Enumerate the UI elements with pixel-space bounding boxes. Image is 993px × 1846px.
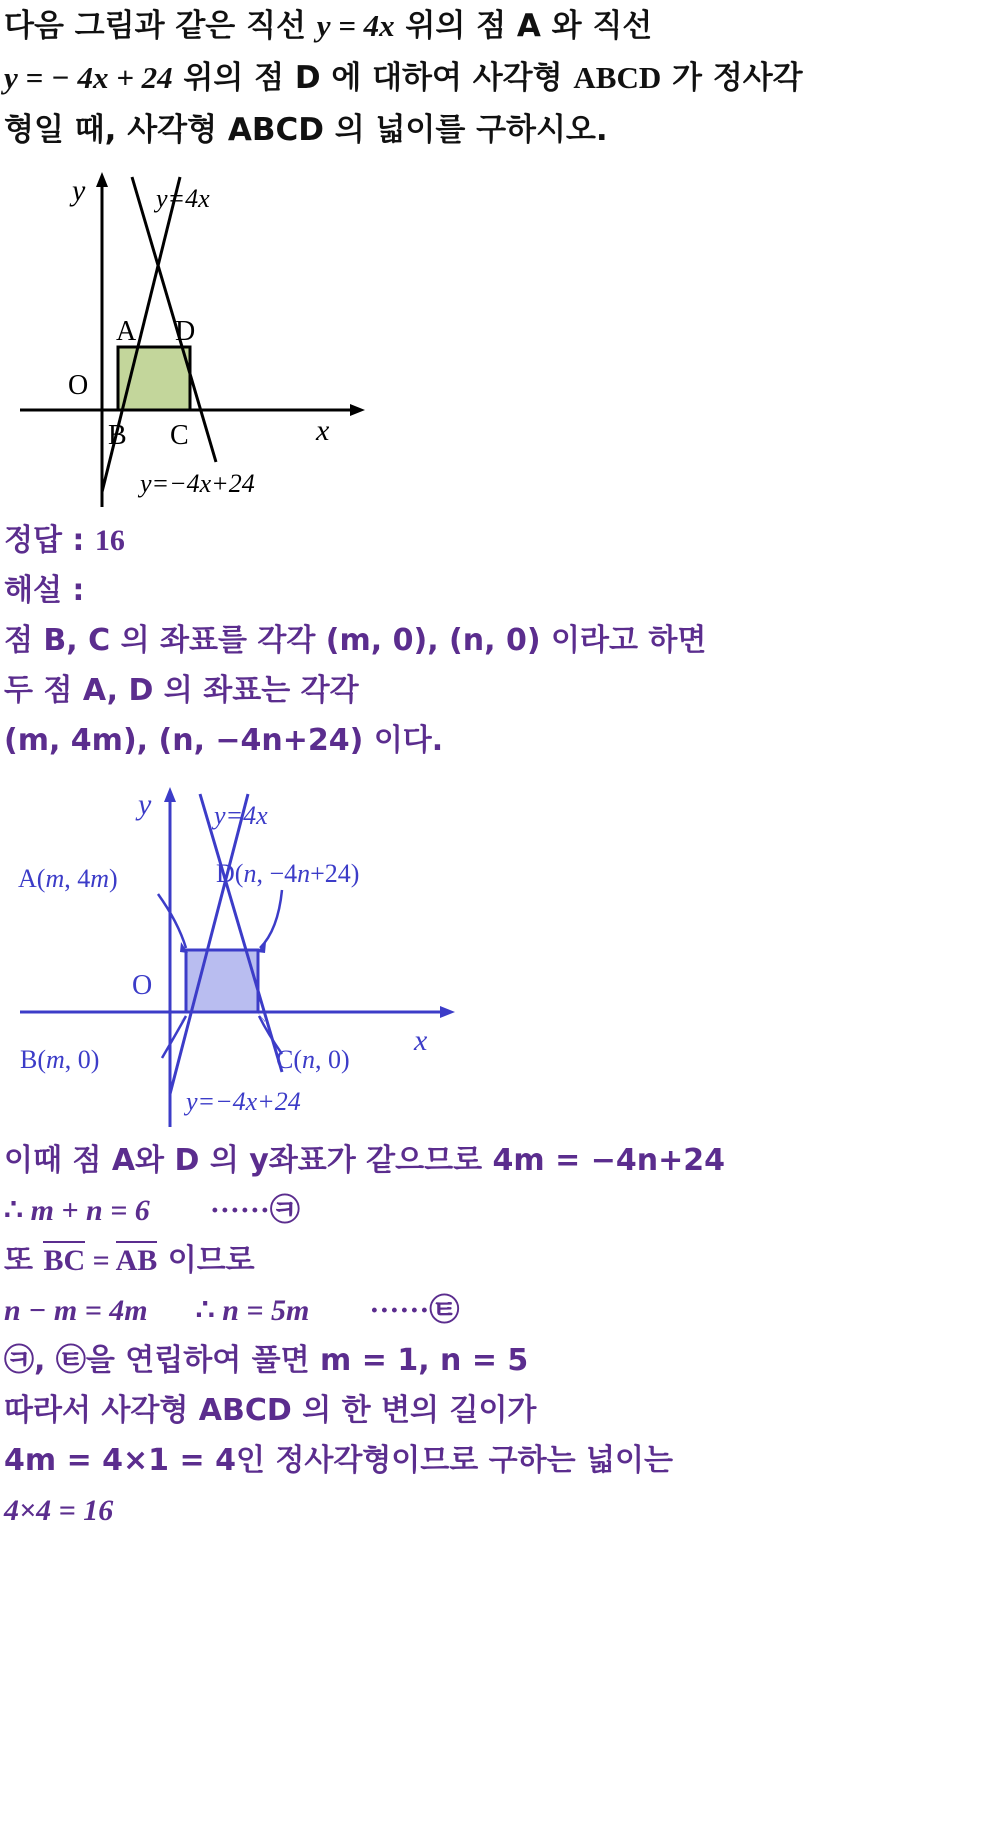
question-line-2-equation: y = − 4x + 24 bbox=[4, 60, 173, 95]
question-line-2-post: 가 정사각 bbox=[661, 60, 803, 96]
question-line-3: 형일 때, 사각형 ABCD 의 넓이를 구하시오. bbox=[4, 112, 608, 148]
step-3 bbox=[0, 1236, 993, 1286]
figure-2-label-c: C(n, 0) bbox=[276, 1045, 350, 1074]
step-3-ab: AB bbox=[116, 1241, 158, 1277]
x-axis-arrow bbox=[440, 1006, 455, 1018]
figure-2-label-b: B(m, 0) bbox=[20, 1045, 100, 1074]
step-1: 이때 점 A와 D 의 y좌표가 같으므로 4m = −4n+24 bbox=[4, 1143, 725, 1178]
step-4-dots: ······ bbox=[369, 1294, 430, 1327]
question-line-2-quad: ABCD bbox=[573, 60, 662, 95]
question-line-1-post: 위의 점 A 와 직선 bbox=[394, 8, 653, 44]
leader-d-arrow bbox=[257, 942, 266, 953]
explanation-heading: 해설 : bbox=[4, 573, 85, 608]
figure-1-origin-label: O bbox=[68, 370, 89, 401]
figure-2 bbox=[10, 772, 530, 1132]
question-line-1 bbox=[0, 0, 993, 52]
figure-2-svg bbox=[10, 772, 530, 1132]
figure-1-svg bbox=[20, 162, 440, 512]
question-line-2 bbox=[0, 52, 993, 104]
step-7: 4m = 4×1 = 4인 정사각형이므로 구하는 넓이는 bbox=[4, 1443, 673, 1478]
question-line-2-mid: 위의 점 D 에 대하여 사각형 bbox=[172, 60, 574, 96]
figure-2-line1-label: y=4x bbox=[214, 801, 268, 830]
figure-1-point-a: A bbox=[116, 316, 137, 347]
answer-line bbox=[0, 516, 993, 566]
figure-1 bbox=[20, 162, 440, 512]
question-line-1-equation: y = 4x bbox=[316, 8, 395, 43]
figure-1-line1-label: y=4x bbox=[156, 184, 210, 213]
step-4-tag: ㉫ bbox=[429, 1294, 460, 1327]
question-line-1-pre: 다음 그림과 같은 직선 bbox=[4, 8, 317, 44]
step-4-symbol: ∴ bbox=[195, 1294, 215, 1327]
answer-value: 16 bbox=[94, 524, 125, 557]
step-2-symbol: ∴ bbox=[4, 1194, 24, 1227]
answer-label: 정답 : bbox=[4, 523, 95, 558]
step-3-bc: BC bbox=[43, 1241, 85, 1277]
step-6: 따라서 사각형 ABCD 의 한 변의 길이가 bbox=[4, 1393, 537, 1428]
figure-1-point-b: B bbox=[108, 420, 127, 451]
figure-1-point-d: D bbox=[175, 316, 196, 347]
x-axis-arrow bbox=[350, 404, 365, 416]
figure-1-y-label: y bbox=[72, 174, 86, 207]
step-4-right: n = 5m bbox=[214, 1294, 310, 1327]
explanation-line-2: 두 점 A, D 의 좌표는 각각 bbox=[4, 673, 359, 708]
figure-1-line2-label: y=−4x+24 bbox=[140, 469, 255, 498]
step-3-post: 이므로 bbox=[157, 1243, 255, 1278]
figure-1-point-c: C bbox=[170, 420, 189, 451]
step-4 bbox=[0, 1286, 993, 1336]
figure-1-x-label: x bbox=[316, 414, 330, 447]
step-8: 4×4 = 16 bbox=[4, 1494, 114, 1527]
figure-2-x-label: x bbox=[414, 1024, 428, 1057]
figure-2-origin-label: O bbox=[132, 970, 153, 1001]
figure-2-label-d: D(n, −4n+24) bbox=[216, 859, 360, 888]
step-5: ㉪, ㉫을 연립하여 풀면 m = 1, n = 5 bbox=[4, 1343, 529, 1378]
step-3-eq: = bbox=[85, 1244, 116, 1277]
figure-2-y-label: y bbox=[138, 788, 152, 821]
y-axis-arrow bbox=[96, 172, 108, 187]
figure-2-label-a: A(m, 4m) bbox=[18, 864, 118, 893]
explanation-line-1: 점 B, C 의 좌표를 각각 (m, 0), (n, 0) 이라고 하면 bbox=[4, 623, 707, 658]
leader-d bbox=[260, 890, 282, 948]
step-2-tag: ㉪ bbox=[269, 1194, 300, 1227]
step-4-left: n − m = 4m bbox=[4, 1294, 148, 1327]
step-2-dots: ······ bbox=[209, 1194, 270, 1227]
leader-a bbox=[158, 894, 186, 948]
step-2-equation: m + n = 6 bbox=[23, 1194, 150, 1227]
y-axis-arrow bbox=[164, 787, 176, 802]
explanation-line-3: (m, 4m), (n, −4n+24) 이다. bbox=[4, 723, 444, 758]
figure-2-line2-label: y=−4x+24 bbox=[186, 1087, 301, 1116]
step-3-pre: 또 bbox=[4, 1243, 44, 1278]
step-2 bbox=[0, 1186, 993, 1236]
